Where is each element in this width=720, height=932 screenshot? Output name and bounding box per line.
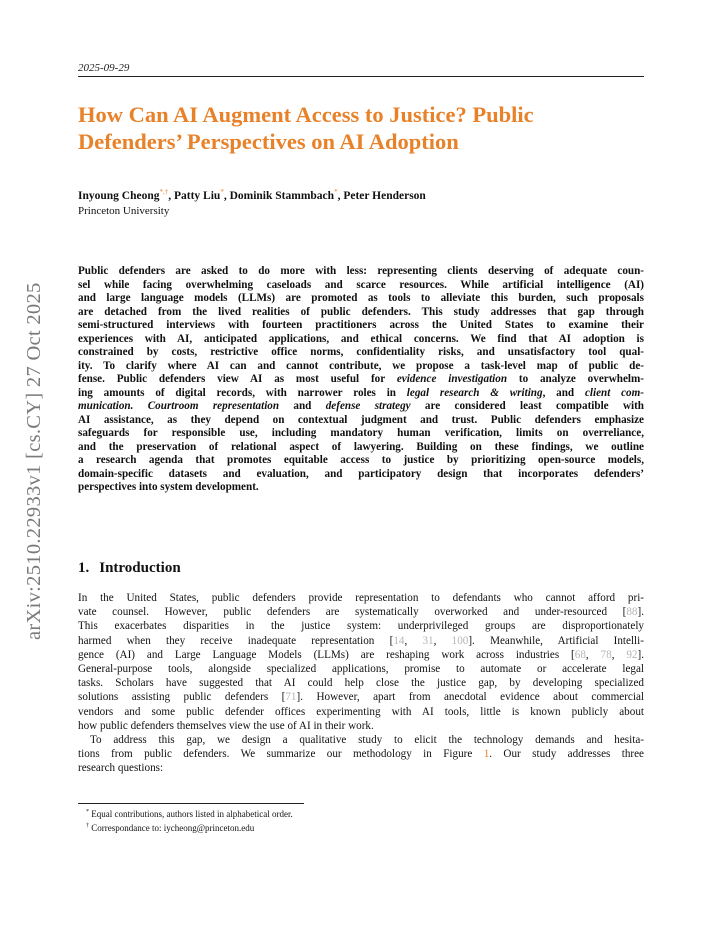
body-line: General-purpose tools, alongside specialized applications, promise to automate or accelerate legal <box>78 663 644 676</box>
abstract-line: and large language models (LLMs) are promoted as tools to alleviate this burden, such proposals <box>78 292 644 304</box>
text-run: , <box>433 634 452 647</box>
text-run: to analyze overwhelm- <box>507 373 644 385</box>
abstract-line: constrained by costs, restrictive office norms, confidentiality risks, and unsatisfactory tool qual- <box>78 346 644 358</box>
section-heading-introduction <box>78 560 181 577</box>
header-date: 2025-09-29 <box>78 62 130 74</box>
emphasis-text: legal research & writing <box>406 386 543 399</box>
abstract-line: are detached from the lived realities of public defenders. This study addresses that gap through <box>78 305 644 318</box>
text-run: and <box>279 400 326 412</box>
body-line: tasks. Scholars have suggested that AI could help close the justice gap, by developing specialized <box>78 677 644 690</box>
footnotes <box>86 807 293 834</box>
footnote-equal-contribution <box>86 807 293 821</box>
section-number: 1. <box>78 560 90 576</box>
abstract-line: experiences with AI, anticipated applications, and ethical concerns. We find that AI adoption is <box>78 332 644 345</box>
author-mark: *,† <box>159 188 169 196</box>
author-name: Peter Henderson <box>343 189 426 202</box>
author-separator: , <box>223 189 230 202</box>
footnote-text: Correspondance to: iycheong@princeton.edu <box>89 822 255 833</box>
author-name: Dominik Stammbach <box>229 189 335 202</box>
author-list <box>78 188 644 202</box>
body-line: To address this gap, we design a qualitative study to elicit the technology demands and hesita- <box>90 734 644 747</box>
abstract-line <box>78 387 644 401</box>
body-line: In the United States, public defenders provide representation to defendants who cannot afford pri- <box>78 592 644 604</box>
text-run: vate counsel. However, public defenders are systematically overworked and under-resourced [ <box>78 606 627 619</box>
footnote-text: Equal contributions, authors listed in alphabetical order. <box>89 809 293 819</box>
emphasis-text: munication. Courtroom representation <box>78 400 280 412</box>
abstract-line: domain-specific datasets and evaluation, and participatory design that incorporates defenders’ <box>78 467 644 480</box>
body-line <box>78 605 644 619</box>
text-run: tions from public defenders. We summarize our methodology in Figure <box>78 748 484 761</box>
citation-link[interactable]: 78 <box>600 648 612 661</box>
text-run: , <box>611 648 627 661</box>
text-run: solutions assisting public defenders [ <box>78 691 286 704</box>
author-separator: , <box>168 189 174 202</box>
text-run: ]. <box>637 606 644 619</box>
title-line-1: How Can AI Augment Access to Justice? Public <box>78 102 534 127</box>
abstract-line: AI assistance, as they depend on contextual judgment and trust. Public defenders emphasize <box>78 413 644 426</box>
text-run: , and <box>542 386 585 399</box>
citation-link[interactable]: 14 <box>393 634 405 647</box>
citation-link[interactable]: 68 <box>574 648 586 661</box>
text-run: , <box>404 634 423 647</box>
text-run: ]. Meanwhile, Artificial Intelli- <box>468 634 644 647</box>
body-line: This exacerbates disparities in the justice system: underprivileged groups are disproportionately <box>78 620 644 633</box>
author-mark: * <box>220 188 224 196</box>
text-run: ing amounts of digital records, with narrower roles in <box>78 386 407 399</box>
abstract-line: ity. To clarify where AI can and cannot contribute, we propose a task-level map of public de- <box>78 359 644 372</box>
citation-link[interactable]: 92 <box>626 648 638 661</box>
text-run: ]. However, apart from anecdotal evidence about commercial <box>296 691 644 704</box>
emphasis-text: defense strategy <box>325 400 411 412</box>
emphasis-text: client com- <box>584 386 644 399</box>
body-line: how public defenders themselves view the use of AI in their work. <box>78 719 374 732</box>
footnote-mark: * <box>86 809 89 815</box>
emphasis-text: evidence investigation <box>396 373 508 385</box>
body-line: vendors and some public defender offices experimenting with AI tools, little is known publicly about <box>78 705 644 718</box>
author-name: Patty Liu <box>174 189 221 202</box>
body-line: research questions: <box>78 762 164 775</box>
abstract <box>78 265 644 495</box>
body-line <box>78 690 644 704</box>
author-name: Inyoung Cheong <box>78 189 160 202</box>
abstract-line: safeguards for responsible use, including mandatory human verification, limits on overreliance, <box>78 427 644 439</box>
text-run: are considered least compatible with <box>410 400 644 412</box>
abstract-line: perspectives into system development. <box>78 481 259 493</box>
abstract-line: sel while facing overwhelming caseloads and scarce resources. While artificial intelligence (AI) <box>78 278 644 291</box>
header-rule <box>78 76 644 77</box>
text-run: harmed when they receive inadequate representation [ <box>78 634 394 647</box>
citation-link[interactable]: 31 <box>422 634 434 647</box>
body-line <box>78 648 644 662</box>
abstract-line: semi-structured interviews with fourteen practitioners across the United States to examine their <box>78 319 644 331</box>
citation-link[interactable]: 71 <box>285 691 297 704</box>
section-title: Introduction <box>99 560 181 576</box>
text-run: ]. <box>637 648 644 661</box>
footnote-rule <box>78 803 304 804</box>
abstract-line: Public defenders are asked to do more with less: representing clients deserving of adequate coun- <box>78 265 644 277</box>
footnote-mark: † <box>86 822 89 829</box>
author-mark: * <box>334 188 338 196</box>
footnote-correspondence <box>86 821 293 835</box>
abstract-line: a research agenda that promotes equitable access to justice by prioritizing open-source models, <box>78 454 644 466</box>
text-run: gence (AI) and Large Language Models (LLMs) are reshaping work across industries [ <box>78 648 575 661</box>
introduction-body <box>78 591 644 776</box>
author-affiliation: Princeton University <box>78 205 170 217</box>
abstract-line: and the preservation of relational aspect of lawyering. Building on these findings, we outline <box>78 440 644 453</box>
citation-link[interactable]: 100 <box>451 634 469 647</box>
body-line <box>78 747 644 761</box>
text-run: , <box>585 648 601 661</box>
text-run: . Our study addresses three <box>489 748 644 761</box>
abstract-line <box>78 400 644 414</box>
text-run: fense. Public defenders view AI as most useful for <box>78 373 397 385</box>
body-line <box>78 634 644 648</box>
arxiv-identifier: arXiv:2510.22933v1 [cs.CY] 27 Oct 2025 <box>23 282 45 640</box>
paper-title <box>78 101 644 155</box>
figure-reference-link[interactable]: 1 <box>483 748 490 761</box>
title-line-2: Defenders’ Perspectives on AI Adoption <box>78 129 459 154</box>
author-separator: , <box>337 189 344 202</box>
abstract-line <box>78 373 644 387</box>
citation-link[interactable]: 88 <box>626 606 638 619</box>
